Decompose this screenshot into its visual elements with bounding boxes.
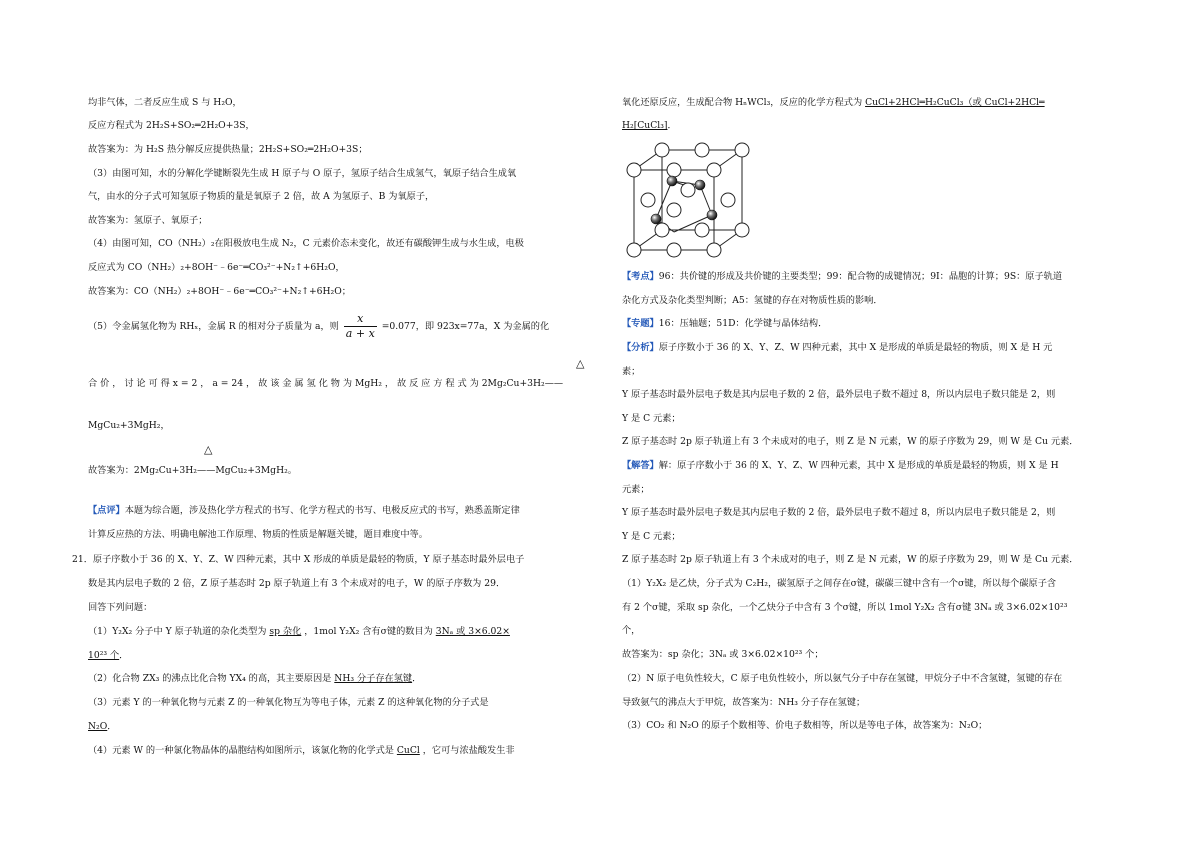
- text-line: （1）Y₂X₂ 是乙炔，分子式为 C₂H₂，碳氢原子之间存在σ键，碳碳三键中含有一个σ键，所以每个碳原子含: [622, 578, 1057, 589]
- text-line: 素；: [622, 366, 641, 377]
- text-line: 数是其内层电子数的 2 倍，Z 原子基态时 2p 原子轨道上有 3 个未成对的电子，W 的原子序数为 29．: [88, 578, 506, 589]
- text-line: 回答下列问题：: [88, 602, 153, 613]
- text-line: 杂化方式及杂化类型判断；A5：氢键的存在对物质性质的影响．: [622, 295, 883, 306]
- text-line: Z 原子基态时 2p 原子轨道上有 3 个未成对的电子，则 Z 是 N 元素，W 的原子序数为 29，则 W 是 Cu 元素．: [622, 554, 1079, 565]
- answer-blank: N₂O: [88, 721, 108, 732]
- text-segment: （5）令金属氢化物为 RHₓ，金属 R 的相对分子质量为 a，则: [88, 320, 339, 332]
- fraction-numerator: x: [344, 312, 377, 327]
- text-segment: =0.077，即 923x=77a，X 为金属的化: [381, 320, 550, 332]
- text-line: （3）由图可知，水的分解化学键断裂先生成 H 原子与 O 原子，氢原子结合生成氢气，氧原子结合生成氧: [88, 168, 517, 179]
- solution-tag: 【解答】: [622, 460, 659, 471]
- text-line: MgCu₂+3MgH₂，: [88, 420, 170, 431]
- answer-blank: sp 杂化: [269, 626, 302, 637]
- answer-line: （2）化合物 ZX₃ 的沸点比化合物 YX₄ 的高，其主要原因是 NH₃ 分子存在氢键．: [88, 673, 422, 684]
- exam-point-tag: 【考点】: [622, 271, 659, 282]
- text-segment: 16：压轴题；51D：化学键与晶体结构．: [658, 318, 828, 329]
- answer-line: 10²³ 个．: [88, 650, 129, 661]
- text-line: 元素；: [622, 484, 650, 495]
- text-segment: 96：共价键的形成及共价键的主要类型；99：配合物的成键情况；9I：晶胞的计算；9S：原子轨道: [658, 271, 1063, 282]
- text-segment: ，它可与浓盐酸发生非: [422, 745, 515, 756]
- text-line: 均非气体，二者反应生成 S 与 H₂O，: [88, 97, 242, 108]
- text-line: 个，: [622, 625, 641, 636]
- analysis-tag: 【分析】: [622, 342, 659, 353]
- text-line: （3）CO₂ 和 N₂O 的原子个数相等、价电子数相等，所以是等电子体，故答案为：N₂O；: [622, 720, 988, 731]
- text-segment: （1）Y₂X₂ 分子中 Y 原子轨道的杂化类型为: [88, 626, 267, 637]
- answer-blank: NH₃ 分子存在氢键: [334, 673, 413, 684]
- answer-line: N₂O．: [88, 721, 117, 732]
- text-line: 计算反应热的方法、明确电解池工作原理、物质的性质是解题关键，题目难度中等。: [88, 529, 428, 540]
- comment-line: [88, 505, 520, 517]
- text-line: Y 原子基态时最外层电子数是其内层电子数的 2 倍，最外层电子数不超过 8，所以内层电子数只能是 2，则: [622, 507, 1056, 518]
- text-line: Y 是 C 元素；: [622, 413, 681, 424]
- question-number: 21．: [72, 554, 93, 565]
- text-line: （3）元素 Y 的一种氧化物与元素 Z 的一种氧化物互为等电子体，元素 Z 的这种氧化物的分子式是: [88, 697, 489, 708]
- formula-line: [88, 312, 549, 341]
- text-line: （2）N 原子电负性较大，C 原子电负性较小，所以氨气分子中存在氢键，甲烷分子中不含氢键，氢键的存在: [622, 673, 1063, 684]
- answer-blank: 3Nₐ 或 3×6.02×: [435, 626, 510, 637]
- text-line: 导致氨气的沸点大于甲烷，故答案为：NH₃ 分子存在氢键；: [622, 697, 866, 708]
- text-line: 气，由水的分子式可知氢原子物质的量是氧原子 2 倍，故 A 为氢原子、B 为氧原子，: [88, 191, 435, 202]
- text-line: Y 原子基态时最外层电子数是其内层电子数的 2 倍，最外层电子数不超过 8，所以内层电子数只能是 2，则: [622, 389, 1056, 400]
- answer-blank: CuCl: [396, 745, 420, 756]
- answer-line: [88, 745, 515, 757]
- text-line: 故答案为：2Mg₂Cu+3H₂——MgCu₂+3MgH₂。: [88, 465, 297, 476]
- text-line: 故答案为：sp 杂化；3Nₐ 或 3×6.02×10²³ 个；: [622, 649, 824, 660]
- text-line: 合 价 ， 讨 论 可 得 x = 2 ， a = 24 ， 故 该 金 属 氢 化 物 为 MgH₂ ， 故 反 应 方 程 式 为 2Mg₂Cu+3H₂——: [88, 378, 564, 389]
- answer-blank: CuCl+2HCl═H₂CuCl₃（或 CuCl+2HCl═: [865, 97, 1045, 108]
- text-line: 反应式为 CO（NH₂）₂+8OH⁻﹣6e⁻═CO₃²⁻+N₂↑+6H₂O，: [88, 262, 345, 273]
- text-line: 反应方程式为 2H₂S+SO₂═2H₂O+3S，: [88, 120, 255, 131]
- text-line: 故答案为：为 H₂S 热分解反应提供热量；2H₂S+SO₂═2H₂O+3S；: [88, 144, 368, 155]
- question-line: [72, 554, 524, 566]
- text-line: 故答案为：氢原子、氧原子；: [88, 215, 208, 226]
- text-segment: ，1mol Y₂X₂ 含有σ键的数目为: [304, 626, 433, 637]
- text-segment: 原子序数小于 36 的 X、Y、Z、W 四种元素，其中 X 形成的单质是最轻的物质，Y 原子基态时最外层电子: [92, 554, 525, 565]
- text-line: 有 2 个σ键，采取 sp 杂化，一个乙炔分子中含有 3 个σ键，所以 1mol Y₂X₂ 含有σ键 3Nₐ 或 3×6.02×10²³: [622, 602, 1068, 613]
- text-line: Y 是 C 元素；: [622, 531, 681, 542]
- text-segment: 本题为综合题，涉及热化学方程式的书写、化学方程式的书写、电极反应式的书写，熟悉盖斯定律: [124, 505, 520, 516]
- topic-line: [622, 318, 827, 330]
- answer-blank: 10²³ 个: [88, 650, 120, 661]
- fraction-denominator: a + x: [345, 326, 375, 340]
- analysis-line: [622, 342, 1052, 354]
- text-segment: 氧化还原反应，生成配合物 HₙWCl₃，反应的化学方程式为: [622, 97, 863, 108]
- text-segment: （4）元素 W 的一种氯化物晶体的晶胞结构如图所示，该氯化物的化学式是: [88, 745, 394, 756]
- answer-blank: H₂[CuCl₃]: [622, 120, 668, 131]
- fraction: [344, 312, 377, 341]
- text-line: （4）由图可知，CO（NH₂）₂在阳极放电生成 N₂，C 元素价态未变化，故还有碳酸钾生成与水生成，电极: [88, 238, 524, 249]
- chloride-ions: [627, 143, 749, 257]
- heat-symbol: △: [204, 443, 213, 456]
- answer-line: [622, 97, 1045, 109]
- comment-tag: 【点评】: [88, 505, 125, 516]
- text-segment: 解：原子序数小于 36 的 X、Y、Z、W 四种元素，其中 X 是形成的单质是最轻的物质，则 X 是 H: [658, 460, 1059, 471]
- answer-line: H₂[CuCl₃]．: [622, 120, 677, 131]
- text-line: 故答案为：CO（NH₂）₂+8OH⁻﹣6e⁻═CO₃²⁻+N₂↑+6H₂O；: [88, 286, 351, 297]
- text-segment: 原子序数小于 36 的 X、Y、Z、W 四种元素，其中 X 是形成的单质是最轻的物质，则 X 是 H 元: [658, 342, 1053, 353]
- answer-line: [88, 626, 510, 638]
- text-segment: （2）化合物 ZX₃ 的沸点比化合物 YX₄ 的高，其主要原因是: [88, 673, 332, 684]
- exam-point-line: [622, 271, 1062, 283]
- solution-line: [622, 460, 1059, 472]
- topic-tag: 【专题】: [622, 318, 659, 329]
- heat-symbol: △: [576, 357, 585, 370]
- text-line: Z 原子基态时 2p 原子轨道上有 3 个未成对的电子，则 Z 是 N 元素，W 的原子序数为 29，则 W 是 Cu 元素．: [622, 436, 1079, 447]
- crystal-unit-cell-diagram: [622, 137, 772, 263]
